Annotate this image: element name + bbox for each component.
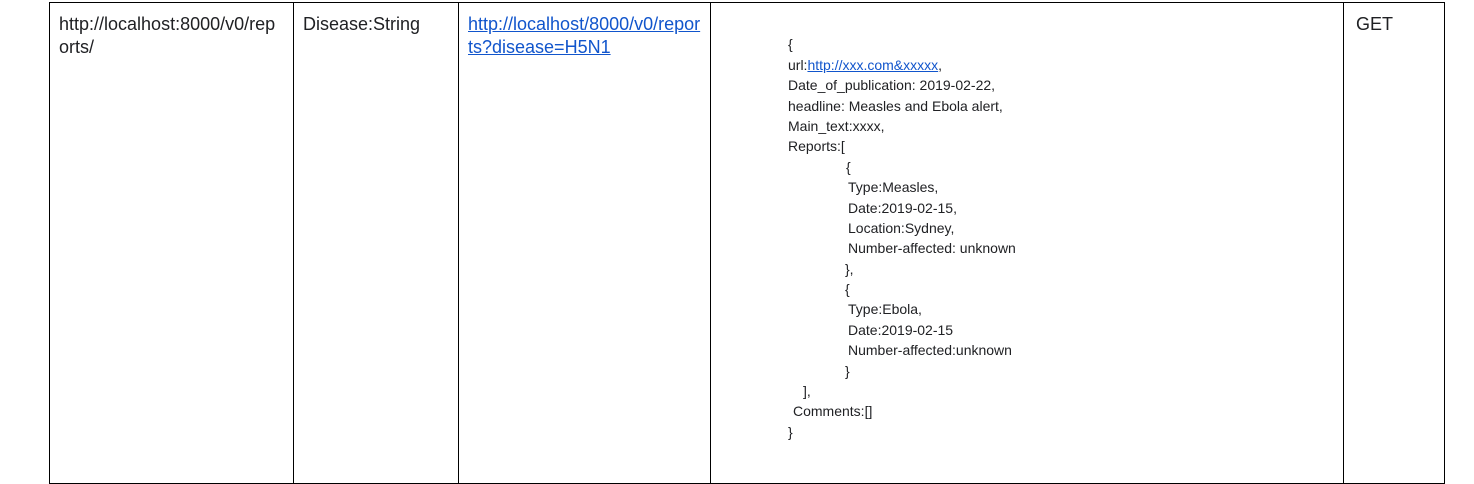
json-line: Number-affected: unknown [848,240,1016,257]
endpoint-cell [50,3,294,484]
json-line: Reports:[ [788,138,845,155]
endpoint-text: http://localhost:8000/v0/reports/ [59,14,276,57]
parameter-cell [294,3,459,484]
method-text: GET [1356,14,1394,34]
json-line: } [788,423,793,440]
json-line: Type:Measles, [848,179,939,196]
json-line: { [845,281,850,298]
json-line: Comments:[] [793,403,873,420]
json-line: { [846,158,851,175]
json-line-url [788,55,1343,75]
api-docs-table [49,2,1445,484]
json-line: Main_text:xxxx, [788,117,885,134]
response-url-link[interactable]: http://xxx.com&xxxxx [807,56,939,73]
api-docs-table-wrapper [49,2,1445,484]
method-cell [1344,3,1445,484]
table-row [50,3,1445,484]
response-json-block [711,3,1343,483]
example-url-link[interactable]: http://localhost/8000/v0/reports?disease=H5N1 [468,14,701,57]
json-line: Type:Ebola, [848,301,922,318]
json-line: Date:2019-02-15, [848,199,957,216]
json-line: } [845,362,850,379]
json-line: headline: Measles and Ebola alert, [788,97,1003,114]
json-line: Location:Sydney, [848,219,955,236]
url-suffix: , [938,56,943,73]
json-line: ], [803,383,811,400]
url-label: url: [788,56,808,73]
json-line: { [788,36,793,53]
json-line: Number-affected:unknown [848,342,1012,359]
response-cell [711,3,1344,484]
parameter-text: Disease:String [303,14,421,34]
json-line: Date_of_publication: 2019-02-22, [788,77,996,94]
json-line: }, [845,260,854,277]
json-line: Date:2019-02-15 [848,321,954,338]
example-url-cell [459,3,711,484]
